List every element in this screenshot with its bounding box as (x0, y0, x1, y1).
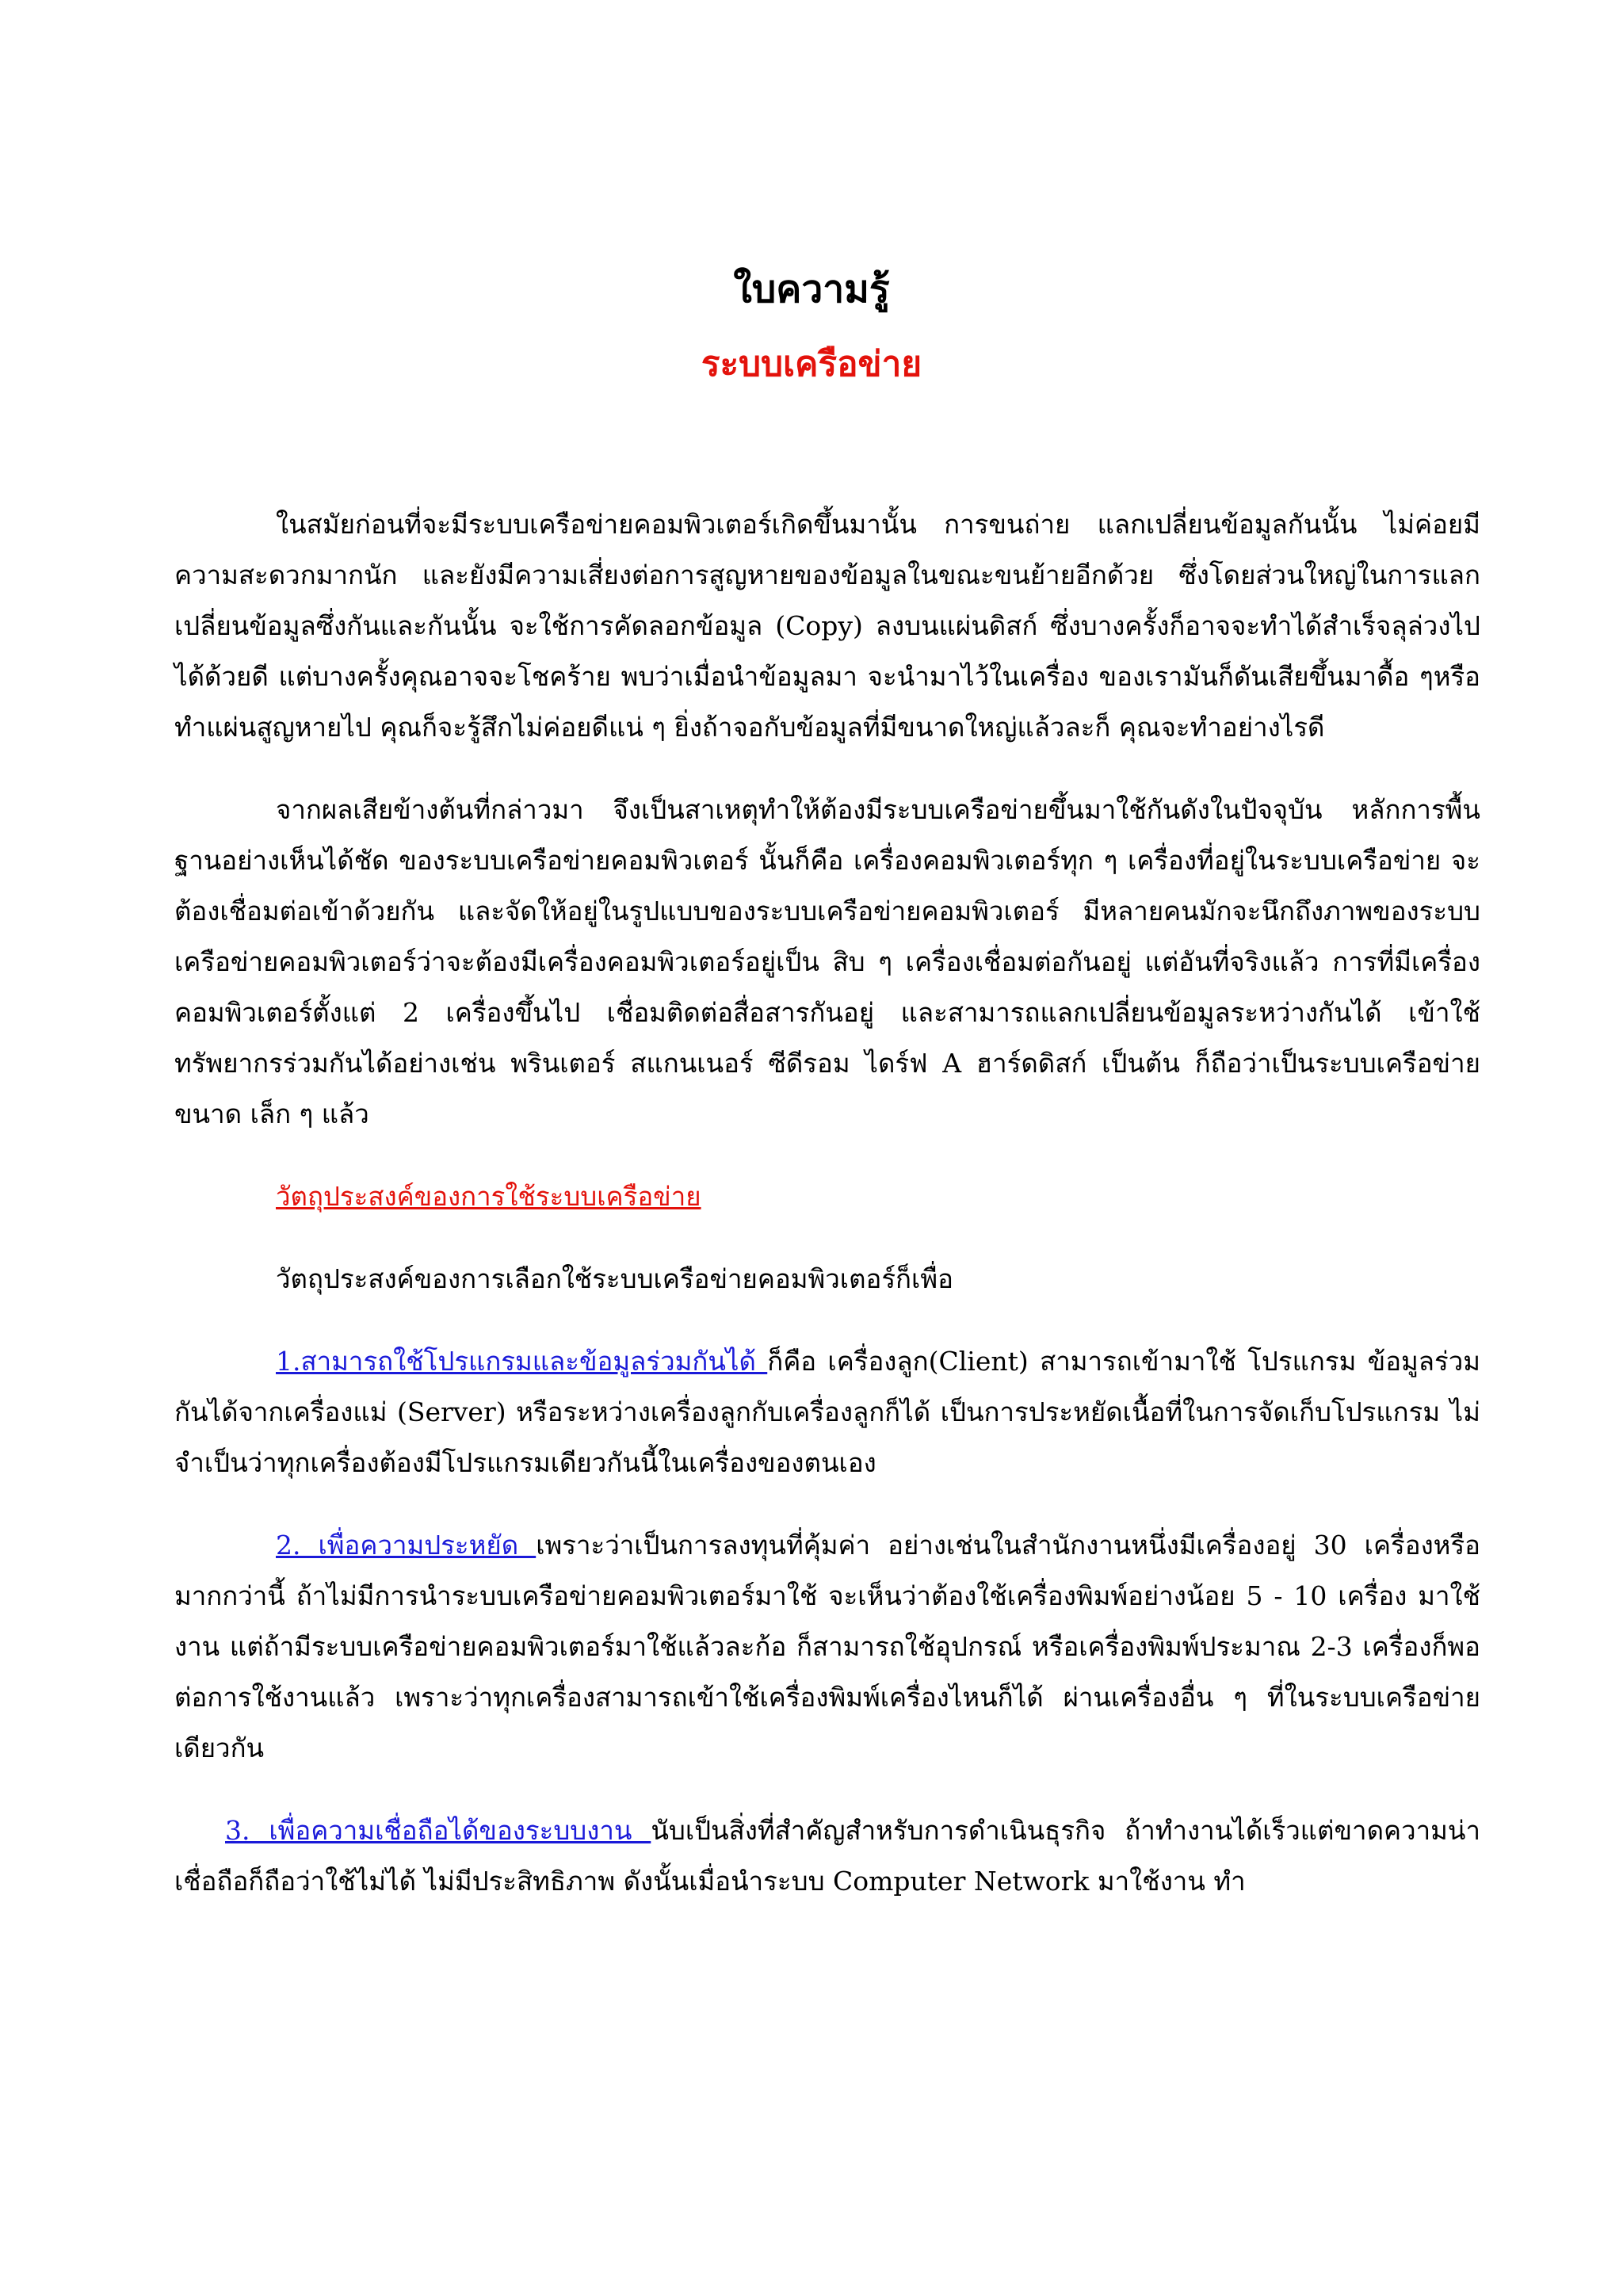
document-subtitle: ระบบเครือข่าย (701, 344, 922, 384)
objective-item-1-link[interactable]: 1.สามารถใช้โปรแกรมและข้อมูลร่วมกันได้ (276, 1346, 768, 1377)
paragraph-principle: จากผลเสียข้างต้นที่กล่าวมา จึงเป็นสาเหตุทำให้ต้องมีระบบเครือข่ายขึ้นมาใช้กันดังในปัจจุบัน หลักการพื้นฐานอย่างเห็นได้ชัด ของระบบเครือข่ายคอมพิวเตอร์ นั้นก็คือ เครื่องคอมพิวเตอร์ทุก ๆ เครื่องที่อยู่ในระบบเครือข่าย จะต้องเชื่อมต่อเข้าด้วยกัน และจัดให้อยู่ในรูปแบบของระบบเครือข่ายคอมพิวเตอร์ มีหลายคนมักจะนึกถึงภาพของระบบเครือข่ายคอมพิวเตอร์ว่าจะต้องมีเครื่องคอมพิวเตอร์อยู่เป็น สิบ ๆ เครื่องเชื่อมต่อกันอยู่ แต่อันที่จริงแล้ว การที่มีเครื่องคอมพิวเตอร์ตั้งแต่ 2 เครื่องขึ้นไป เชื่อมติดต่อสื่อสารกันอยู่ และสามารถแลกเปลี่ยนข้อมูลระหว่างกันได้ เข้าใช้ทรัพยากรร่วมกันได้อย่างเช่น พรินเตอร์ สแกนเนอร์ ซีดีรอม ไดร์ฟ A ฮาร์ดดิสก์ เป็นต้น ก็ถือว่าเป็นระบบเครือข่ายขนาด เล็ก ๆ แล้ว (174, 794, 1480, 1129)
objective-heading: วัตถุประสงค์ของการใช้ระบบเครือข่าย (276, 1181, 701, 1212)
document-title: ใบความรู้ (733, 267, 890, 311)
objective-item-3-text: นับเป็นสิ่งที่สำคัญสำหรับการดำเนินธุรกิจ ถ้าทำงานได้เร็วแต่ขาดความน่าเชื่อถือก็ถือว่าใช้ไม่ได้ ไม่มีประสิทธิภาพ ดังนั้นเมื่อนำระบบ Computer Network มาใช้งาน ทำ (174, 1815, 1480, 1897)
objective-item-1-text: ก็คือ เครื่องลูก(Client) สามารถเข้ามาใช้ โปรแกรม ข้อมูลร่วมกันได้จากเครื่องแม่ (Server) หรือระหว่างเครื่องลูกกับเครื่องลูกก็ได้ เป็นการประหยัดเนื้อที่ในการจัดเก็บโปรแกรม ไม่จำเป็นว่าทุกเครื่องต้องมีโปรแกรมเดียวกันนี้ในเครื่องของตนเอง (174, 1346, 1480, 1478)
objective-item-2-text: เพราะว่าเป็นการลงทุนที่คุ้มค่า อย่างเช่นในสำนักงานหนึ่งมีเครื่องอยู่ 30 เครื่องหรือมากกว่านี้ ถ้าไม่มีการนำระบบเครือข่ายคอมพิวเตอร์มาใช้ จะเห็นว่าต้องใช้เครื่องพิมพ์อย่างน้อย 5 - 10 เครื่อง มาใช้งาน แต่ถ้ามีระบบเครือข่ายคอมพิวเตอร์มาใช้แล้วละก้อ ก็สามารถใช้อุปกรณ์ หรือเครื่องพิมพ์ประมาณ 2-3 เครื่องก็พอต่อการใช้งานแล้ว เพราะว่าทุกเครื่องสามารถเข้าใช้เครื่องพิมพ์เครื่องไหนก็ได้ ผ่านเครื่องอื่น ๆ ที่ในระบบเครือข่ายเดียวกัน (174, 1530, 1480, 1763)
objective-intro: วัตถุประสงค์ของการเลือกใช้ระบบเครือข่ายคอมพิวเตอร์ก็เพื่อ (276, 1263, 953, 1294)
objective-item-3-link[interactable]: 3. เพื่อความเชื่อถือได้ของระบบงาน (225, 1815, 651, 1846)
objective-item-3 (174, 1805, 1480, 1907)
paragraph-intro: ในสมัยก่อนที่จะมีระบบเครือข่ายคอมพิวเตอร์เกิดขึ้นมานั้น การขนถ่าย แลกเปลี่ยนข้อมูลกันนั้น ไม่ค่อยมีความสะดวกมากนัก และยังมีความเสี่ยงต่อการสูญหายของข้อมูลในขณะขนย้ายอีกด้วย ซึ่งโดยส่วนใหญ่ในการแลกเปลี่ยนข้อมูลซึ่งกันและกันนั้น จะใช้การคัดลอกข้อมูล (Copy) ลงบนแผ่นดิสก์ ซึ่งบางครั้งก็อาจจะทำได้สำเร็จลุล่วงไปได้ด้วยดี แต่บางครั้งคุณอาจจะโชคร้าย พบว่าเมื่อนำข้อมูลมา จะนำมาไว้ในเครื่อง ของเรามันก็ดันเสียขึ้นมาดื้อ ๆหรือทำแผ่นสูญหายไป คุณก็จะรู้สึกไม่ค่อยดีแน่ ๆ ยิ่งถ้าจอกับข้อมูลที่มีขนาดใหญ่แล้วละก็ คุณจะทำอย่างไรดี (174, 509, 1480, 743)
document-body (174, 499, 1480, 1939)
objective-item-2 (174, 1520, 1480, 1774)
objective-item-1 (174, 1336, 1480, 1488)
objective-item-2-link[interactable]: 2. เพื่อความประหยัด (276, 1530, 537, 1561)
